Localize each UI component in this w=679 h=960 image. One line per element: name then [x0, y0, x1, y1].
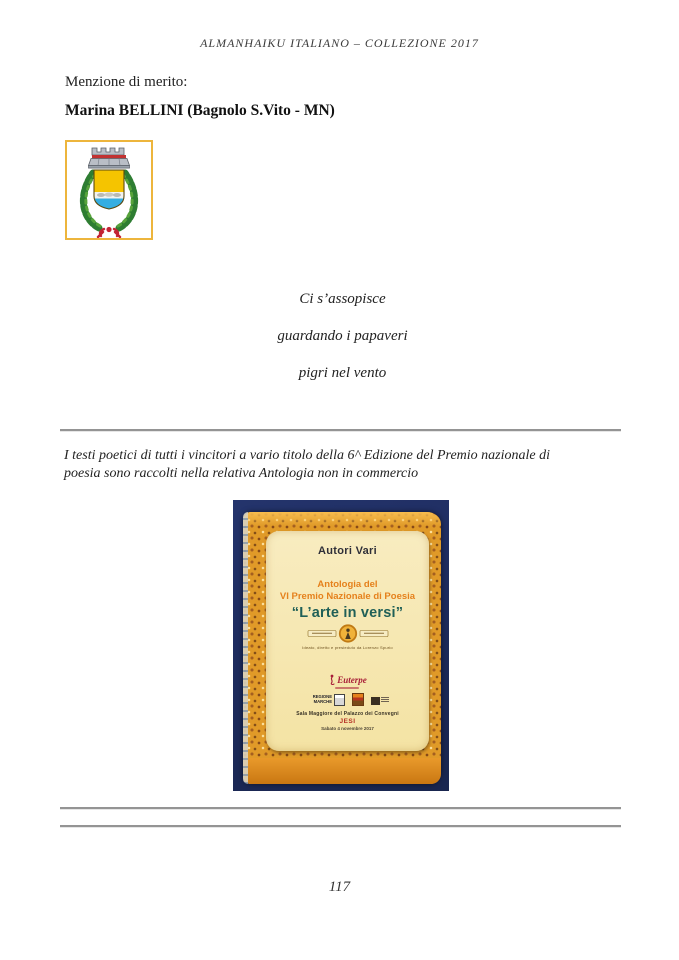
mural-crown-icon — [89, 148, 130, 168]
series-line-2: VI Premio Nazionale di Poesia — [279, 591, 416, 602]
series-line-1: Antologia del — [317, 579, 378, 590]
book-author: Autori Vari — [318, 545, 377, 557]
book-main-title: “L’arte in versi” — [291, 605, 404, 621]
book-cover-panel — [266, 531, 429, 751]
anthology-note — [64, 447, 620, 483]
event-venue: Sala Maggiore del Palazzo dei Convegni — [296, 711, 399, 717]
partner-logos — [306, 693, 389, 706]
book — [243, 512, 441, 784]
publisher-name: Euterpe — [337, 675, 367, 685]
note-line-1: I testi poetici di tutti i vincitori a vario titolo della 6^ Edizione del Premio nazionale di — [64, 448, 550, 463]
haiku-poem — [60, 288, 625, 399]
publisher-subline — [335, 687, 359, 689]
regione-marche-label: REGIONE MARCHE — [312, 693, 332, 704]
author-name: Marina BELLINI (Bagnolo S.Vito - MN) — [65, 102, 335, 119]
emblem-caption: Ideato, diretto e presieduto da Lorenzo Spurio — [302, 645, 393, 650]
coat-of-arms — [65, 140, 153, 240]
euterpe-figure-icon — [328, 674, 336, 686]
partner-logo-icon — [371, 695, 390, 705]
coat-of-arms-icon — [67, 142, 151, 238]
page-header: ALMANHAIKU ITALIANO – COLLEZIONE 2017 — [200, 36, 479, 50]
mention-label: Menzione di merito: — [65, 74, 188, 90]
divider-1 — [60, 429, 621, 432]
prize-medal-icon — [306, 624, 390, 643]
regione-marche-emblem-icon — [334, 694, 345, 706]
poem-line-3: pigri nel vento — [298, 365, 387, 381]
book-series-title — [280, 579, 415, 603]
comune-logo-icon — [352, 693, 364, 706]
publisher-logo — [328, 674, 367, 689]
event-date: Sabato 4 novembre 2017 — [321, 726, 374, 731]
divider-2 — [60, 807, 621, 810]
shield-icon — [94, 170, 124, 211]
book-spine — [243, 512, 248, 784]
divider-3 — [60, 825, 621, 828]
event-city: JESI — [339, 718, 356, 725]
book-cover-photo — [233, 500, 449, 791]
page-number: 117 — [328, 879, 351, 895]
poem-line-1: Ci s’assopisce — [299, 291, 386, 307]
note-line-2: poesia sono raccolti nella relativa Antologia non in commercio — [64, 466, 419, 481]
regione-marche-logo — [306, 694, 345, 706]
poem-line-2: guardando i papaveri — [277, 328, 408, 344]
